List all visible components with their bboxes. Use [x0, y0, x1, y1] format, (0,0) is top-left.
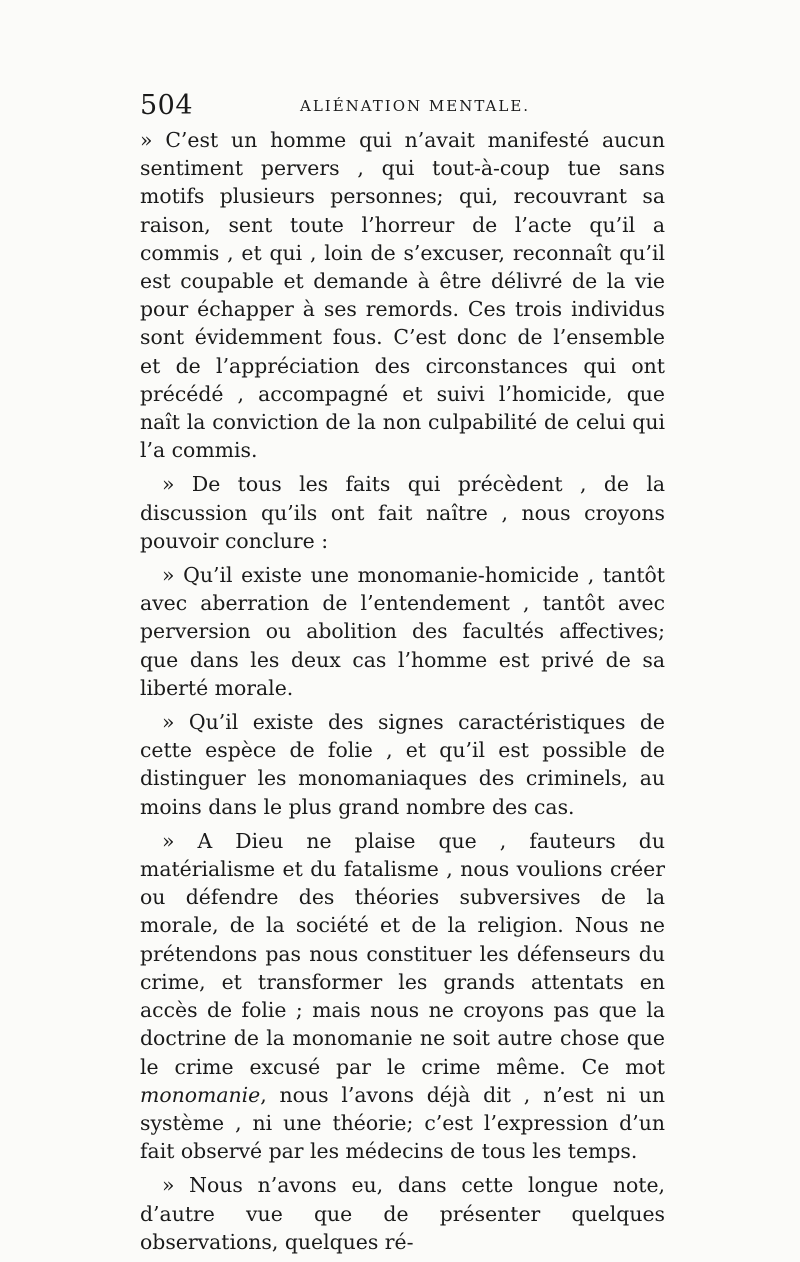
paragraph-4: » Qu’il existe des signes caractéristiques de cette espèce de folie , et qu’il est possible de distinguer les monomaniaques des criminels, au moins dans le plus grand nombre des cas.: [140, 710, 665, 819]
paragraph-3: » Qu’il existe une monomanie-homicide , tantôt avec aberration de l’entendement , tantôt avec perversion ou abolition des facultés affectives; que dans les deux cas l’homme est privé de sa liberté morale.: [140, 563, 665, 700]
paragraph-5: [140, 827, 665, 1165]
paragraph-6: » Nous n’avons eu, dans cette longue note, d’autre vue que de présenter quelques observations, quelques ré-: [140, 1173, 665, 1254]
paragraph-5-head: » A Dieu ne plaise que , fauteurs du matérialisme et du fatalisme , nous voulions créer ou défendre des théories subversives de la morale, de la société et de la religion. Nous ne prétendons pas nous constituer les défenseurs du crime, et transformer les grands attentats en accès de folie ; mais nous ne croyons pas que la doctrine de la monomanie ne soit autre chose que le crime excusé par le crime même. Ce mot: [140, 828, 665, 1079]
running-title: ALIÉNATION MENTALE.: [300, 97, 531, 115]
paragraph-2: » De tous les faits qui précèdent , de la discussion qu’ils ont fait naître , nous croyons pouvoir conclure :: [140, 472, 665, 553]
page-body: [140, 126, 665, 1262]
paragraph-5-tail: , nous l’avons déjà dit , n’est ni un système , ni une théorie; c’est l’expression d’un fait observé par les médecins de tous les temps.: [140, 1082, 665, 1164]
page-header: [140, 90, 665, 124]
italic-term: monomanie: [140, 1082, 261, 1107]
paragraph-1: » C’est un homme qui n’avait manifesté aucun sentiment pervers , qui tout-à-coup tue sans motifs plusieurs personnes; qui, recouvrant sa raison, sent toute l’horreur de l’acte qu’il a commis , et qui , loin de s’excuser, reconnaît qu’il est coupable et demande à être délivré de la vie pour échapper à ses remords. Ces trois individus sont évidemment fous. C’est donc de l’ensemble et de l’appréciation des circonstances qui ont précédé , accompagné et suivi l’homicide, que naît la conviction de la non culpabilité de celui qui l’a commis.: [140, 128, 665, 463]
page-number: 504: [140, 90, 194, 121]
